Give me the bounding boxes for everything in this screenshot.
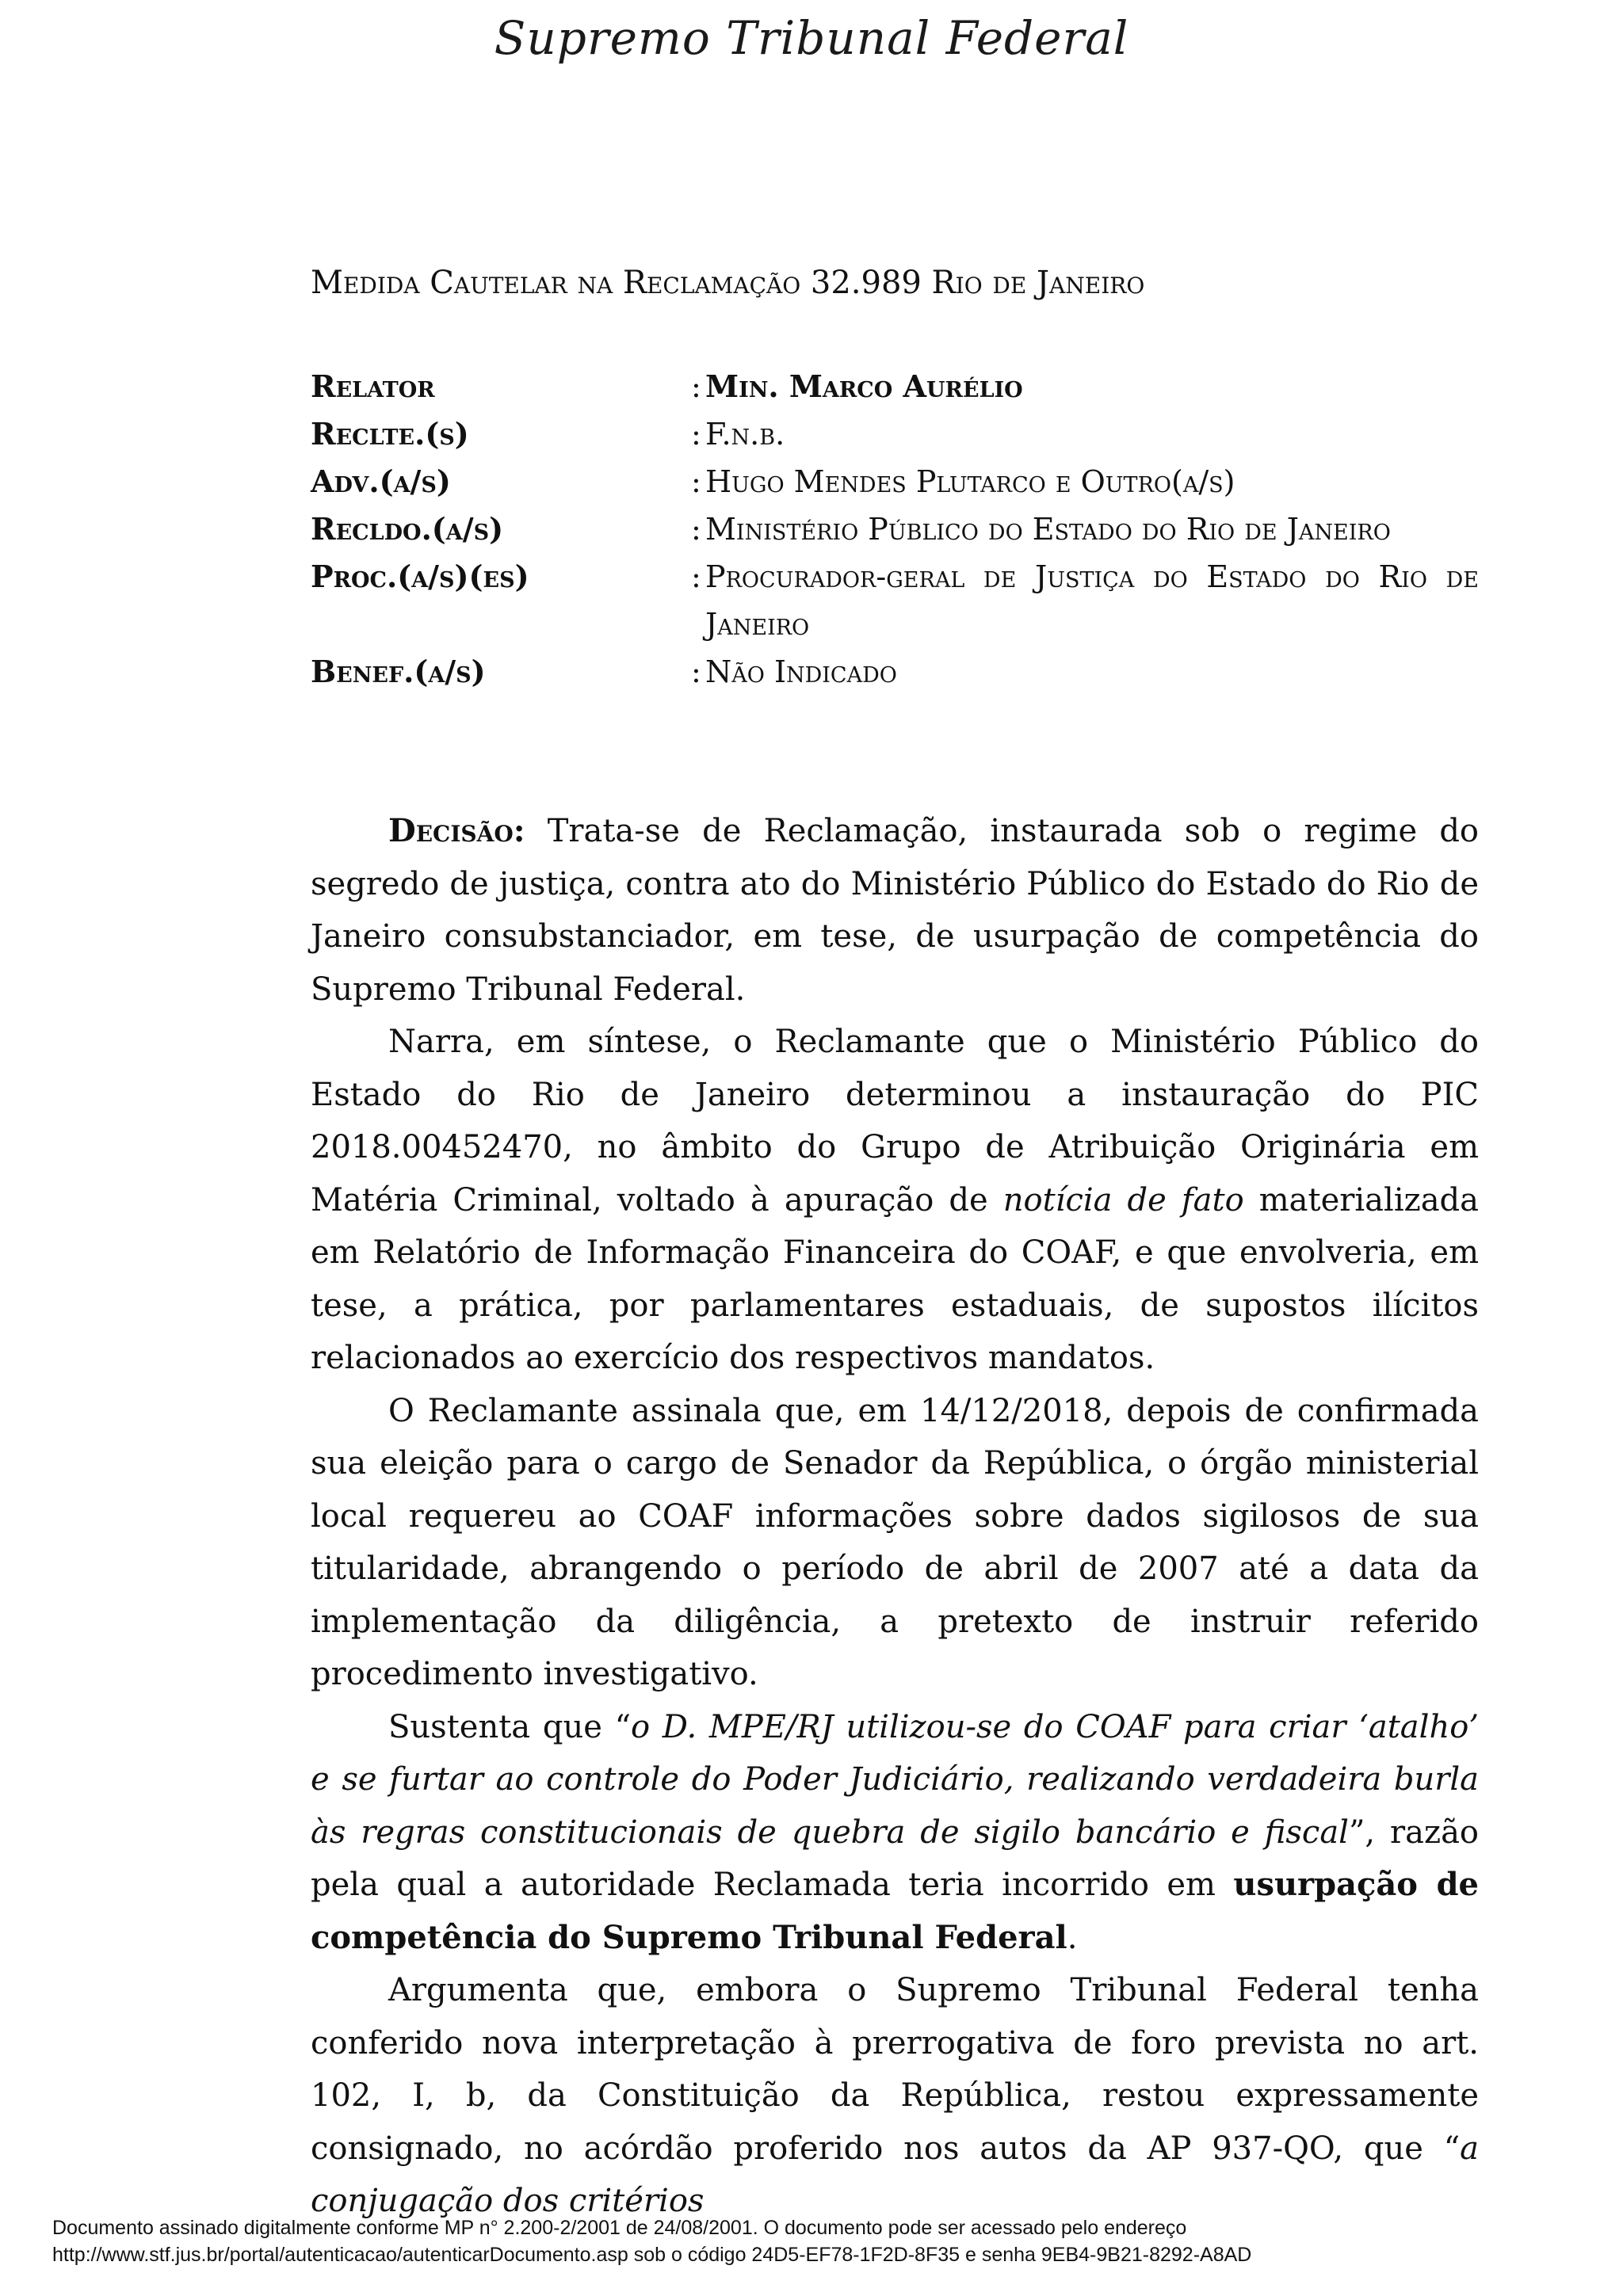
parties-block [311,363,1479,696]
decision-paragraph-3 [311,1385,1479,1701]
party-value: Ministério Público do Estado do Rio de Janeiro [705,512,1391,547]
party-row-procurador [311,553,1479,648]
paragraph-text: Sustenta que “ [388,1708,632,1745]
quote-text: o D. MPE/RJ utilizou-se do COAF para criar ‘atalho’ e se furtar ao controle do Poder Judiciário, realizando verdadeira burla às regras constitucionais de quebra de sigilo bancário e fiscal [311,1708,1479,1851]
party-label: Reclte.(s) [311,416,469,452]
party-row-advogado [311,458,1479,505]
party-colon: : [691,654,701,689]
decision-paragraph-4 [311,1701,1479,1965]
quote-text: a conjugação dos critérios [311,2130,1479,2219]
decision-body [311,805,1479,2228]
decision-lead: Decisão: [388,812,525,849]
digital-signature-footer [52,2214,1606,2268]
party-colon: : [691,559,701,594]
party-row-reclamante [311,410,1479,458]
party-value: Não Indicado [705,654,897,689]
bold-text: usurpação de competência do Supremo Tribunal Federal [311,1866,1479,1956]
paragraph-text: Narra, em síntese, o Reclamante que o Ministério Público do Estado do Rio de Janeiro determinou a instauração do PIC 2018.00452470, no âmbito do Grupo de Atribuição Originária em Matéria Criminal, voltado à apuração de [311,1024,1479,1219]
footer-line-2: http://www.stf.jus.br/portal/autenticacao/autenticarDocumento.asp sob o código 24D5-EF78-1F2D-8F35 e senha 9EB4-9B21-8292-A8AD [52,2244,1252,2266]
case-title: Medida Cautelar na Reclamação 32.989 Rio de Janeiro [311,265,1145,301]
party-value: F.n.b. [705,417,785,452]
court-title: Supremo Tribunal Federal [494,11,1129,65]
party-label: Recldo.(a/s) [311,511,504,547]
party-row-reclamado [311,505,1479,553]
party-value: Hugo Mendes Plutarco e Outro(a/s) [705,464,1235,499]
party-colon: : [691,464,701,499]
party-colon: : [691,369,701,404]
paragraph-text: materializada em Relatório de Informação Financeira do COAF, e que envolveria, em tese, a prática, por parlamentares estaduais, de supostos ilícitos relacionados ao exercício dos respectivos mandatos. [311,1181,1479,1376]
decision-paragraph-5 [311,1964,1479,2228]
party-value: Procurador-geral de Justiça do Estado do Rio de Janeiro [705,559,1479,642]
party-colon: : [691,417,701,452]
paragraph-text: ”, razão pela qual a autoridade Reclamada teria incorrido em [311,1814,1479,1903]
paragraph-text: O Reclamante assinala que, em 14/12/2018, depois de confirmada sua eleição para o cargo de Senador da República, o órgão ministerial local requereu ao COAF informações sobre dados sigilosos de sua titularidade, abrangendo o período de abril de 2007 até a data da implementação da diligência, a pretexto de instruir referido procedimento investigativo. [311,1392,1479,1692]
footer-line-1: Documento assinado digitalmente conforme MP n° 2.200-2/2001 de 24/08/2001. O documento pode ser acessado pelo endereço [52,2217,1187,2239]
party-label: Adv.(a/s) [311,463,451,499]
paragraph-text: Argumenta que, embora o Supremo Tribunal Federal tenha conferido nova interpretação à prerrogativa de foro prevista no art. 102, I, b, da Constituição da República, restou expressamente consignado, no acórdão proferido nos autos da AP 937-QO, que “ [311,1972,1479,2167]
decision-paragraph-2 [311,1016,1479,1385]
party-label: Proc.(a/s)(es) [311,559,529,594]
decision-paragraph-1 [311,805,1479,1016]
party-row-beneficiario [311,648,1479,696]
party-label: Relator [311,368,435,404]
italic-text: notícia de fato [1002,1181,1244,1219]
party-row-relator [311,363,1479,410]
party-value: Min. Marco Aurélio [705,368,1023,404]
paragraph-text: Trata-se de Reclamação, instaurada sob o regime do segredo de justiça, contra ato do Ministério Público do Estado do Rio de Janeiro consubstanciador, em tese, de usurpação de competência do Supremo Tribunal Federal. [311,813,1480,1008]
party-colon: : [691,512,701,547]
paragraph-text: . [1067,1919,1078,1956]
party-label: Benef.(a/s) [311,654,486,689]
